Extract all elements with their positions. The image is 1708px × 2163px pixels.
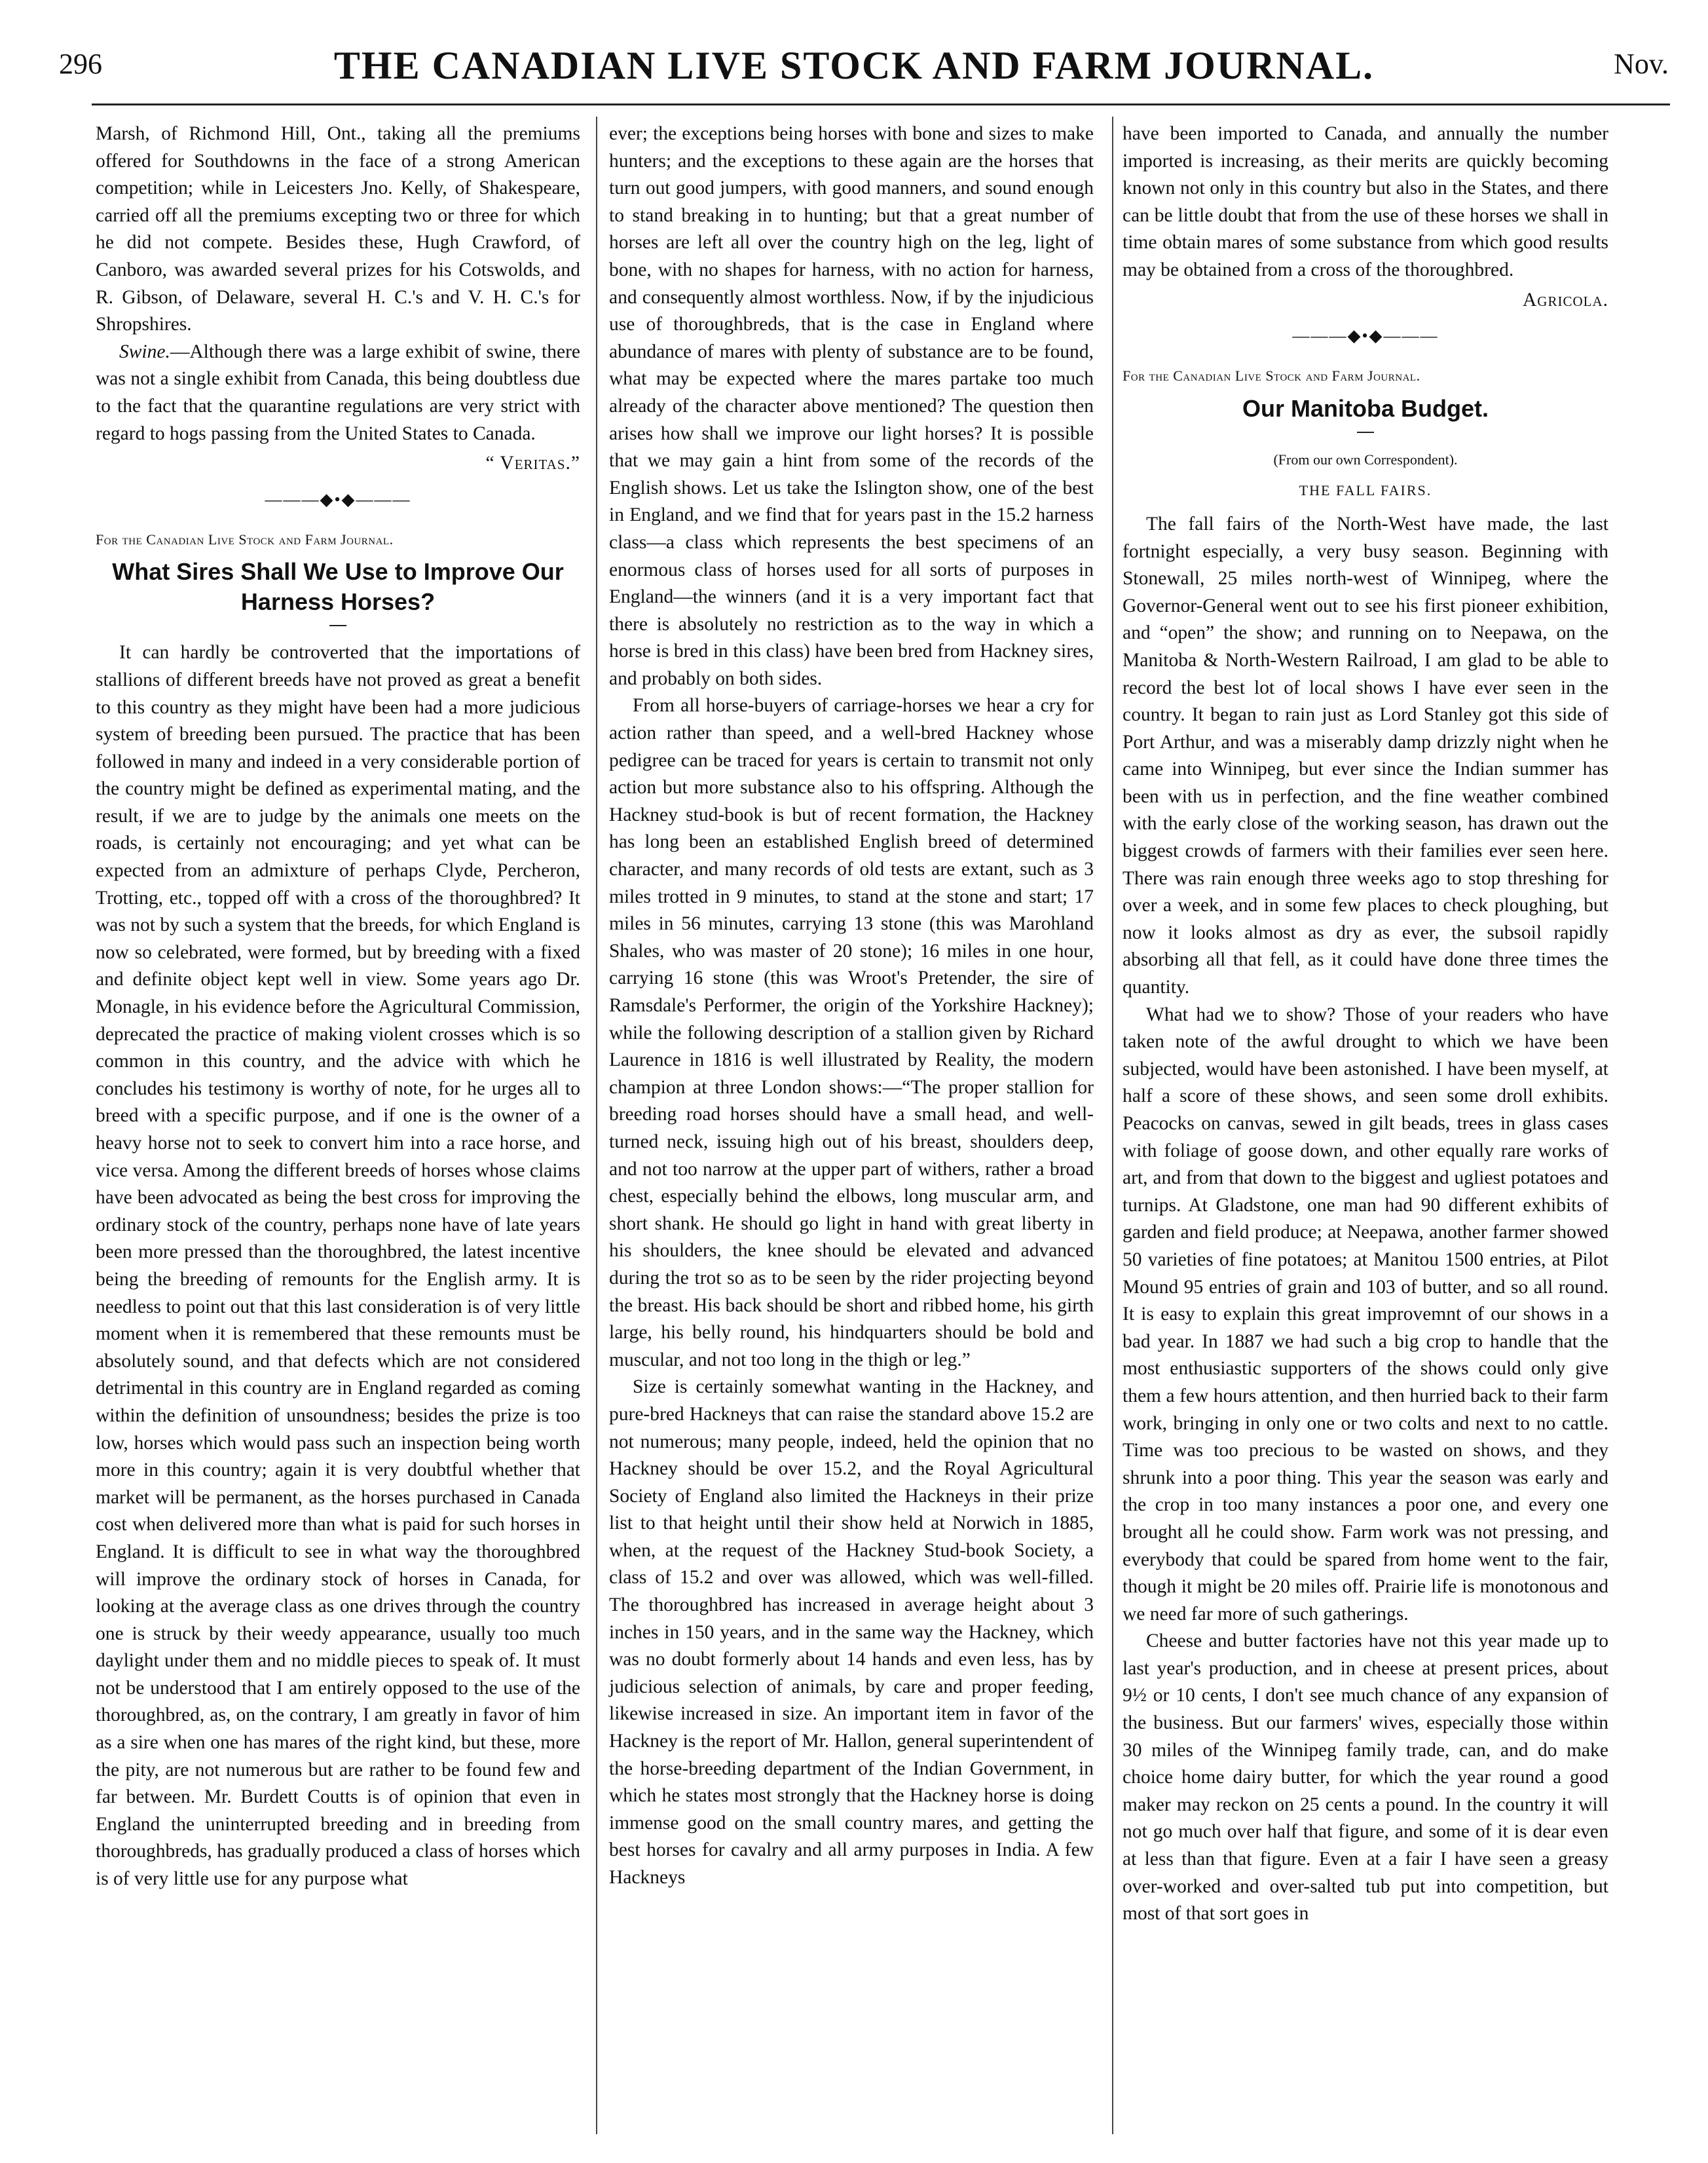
page-number: 296 [59,48,102,80]
col3-paragraph-3: What had we to show? Those of your readers who have taken note of the awful drought to which we have been subjected, would have been astonished. I have been myself, at half a score of these shows, and seen some droll exhibits. Peacocks on canvas, sewed in gilt beads, trees in glass cases with foliage of goose down, and other equally rare works of art, and from that down to the biggest and ugliest potatoes and turnips. At Gladstone, one man had 90 different exhibits of garden and field produce; at Neepawa, another farmer showed 50 varieties of fine potatoes; at Manitou 1500 entries, at Pilot Mound 95 entries of grain and 103 of butter, and so all round. It is easy to explain this great improvemnt of our shows in a bad year. In 1887 we had such a big crop to handle that the most enthusiastic supporters of the shows could only give them a few hours attention, and then hurried back to their farm work, bringing in only one or two colts and next to no cattle. Time was too precious to be wasted on shows, and they shrunk into a poor thing. This year the season was early and the crop in too many instances a poor one, and every one brought all he could show. Farm work was not pressing, and everybody that could be spared from home went to the fair, though it might be 20 miles off. Prairie life is monotonous and we need far more of such gatherings. [1123,1004,1608,1625]
col1-paragraph-2: —Although there was a large exhibit of swine, there was not a single exhibit from Canada, this being doubtless due to the fact that the quarantine regulations are very strict with regard to hogs passing from the United States to Canada. [96,341,580,444]
swine-label: Swine. [119,341,170,362]
col2-paragraph-2: From all horse-buyers of carriage-horses we hear a cry for action rather than speed, and a well-bred Hackney whose pedigree can be traced for years is certain to transmit not only action but more substance also to his offspring. Although the Hackney stud-book is but of recent formation, the Hackney has long been an established English breed of determined character, and many records of old tests are extant, such as 3 miles trotted in 9 minutes, to stand at the stone and start; 17 miles in 56 minutes, carrying 13 stone (this was Marohland Shales, who was master of 20 stone); 16 miles in one hour, carrying 16 stone (this was Wroot's Pretender, the sire of Ramsdale's Performer, the origin of the Yorkshire Hackney); while the following description of a stallion given by Richard Laurence in 1816 is well illustrated by Reality, the modern champion at three London shows:—“The proper stallion for breeding road horses should have a small head, and well-turned neck, issuing high out of his breast, shoulders deep, and not too narrow at the upper part of withers, rather a broad chest, especially behind the elbows, long muscular arm, and short shank. He should go light in hand with great liberty in his shoulders, the knee should be elevated and advanced during the trot so as to be seen by the rider projecting beyond the breast. His back should be short and ribbed home, his girth large, his belly round, his hindquarters should be bold and muscular, and not too long in the thigh or leg.” [609,695,1094,1370]
issue-month: Nov. [1614,48,1669,80]
signature-agricola: Agricola. [1522,289,1608,310]
journal-title: THE CANADIAN LIVE STOCK AND FARM JOURNAL. [333,44,1375,87]
header-rule [92,103,1670,105]
column-divider-2 [1112,117,1113,2134]
section-ornament-2: ———◆•◆——— [1292,326,1439,346]
col1-paragraph-3: It can hardly be controverted that the importations of stallions of different breeds have not proved as great a benefit to this country as they might have been had a more judicious system of breeding been pursued. The practice that has been followed in many and indeed in a very considerable portion of the country might be defined as experimental mating, and the result, if we are to judge by the animals one meets on the roads, is certainly not encouraging; and yet what can be expected from an admixture of perhaps Clyde, Percheron, Trotting, etc., topped off with a cross of the thoroughbred? It was not by such a system that the breeds, for which England is now so celebrated, were formed, but by breeding with a fixed and definite object kept well in view. Some years ago Dr. Monagle, in his evidence before the Agricultural Commission, deprecated the practice of making violent crosses which is so common in this country, and the advice with which he concludes his testimony is worthy of note, for he urges all to breed with a specific purpose, and if one is the owner of a heavy horse not to seek to convert him into a race horse, and vice versa. Among the different breeds of horses whose claims have been advocated as being the best cross for improving the ordinary stock of the country, perhaps none have of late years been more pressed than the thoroughbred, the latest incentive being the breeding of remounts for the English army. It is needless to point out that this last consideration is of very little moment when it is remembered that these remounts must be absolutely sound, and that defects which are not considered detrimental in this country are in England regarded as coming within the definition of unsoundness; besides the prize is too low, horses which would pass such an inspection being worth more in this country; again it is very doubtful whether that market will be permanent, as the horses purchased in Canada cost when delivered more than what is paid for such horses in England. It is difficult to see in what way the thoroughbred will improve the ordinary stock of horses in Canada, for looking at the average class as one drives through the country one is struck by their weedy appearance, usually too much daylight under them and no middle pieces to speak of. It must not be understood that I am entirely opposed to the use of the thoroughbred, as, on the contrary, I am greatly in favor of him as a sire when one has mares of the right kind, but these, more the pity, are not numerous but are rather to be found few and far between. Mr. Burdett Coutts is of opinion that even in England the uninterrupted breeding and in breeding from thoroughbreds, has gradually produced a class of horses which is of very little use for any purpose what [96,642,580,1890]
article-heading-manitoba: Our Manitoba Budget. [1242,394,1489,422]
for-journal-note-1: For the Canadian Live Stock and Farm Journal. [96,531,394,548]
subheading-fall-fairs: THE FALL FAIRS. [1299,482,1432,499]
article-heading-sires: What Sires Shall We Use to Improve Our Harness Horses? [112,558,564,616]
heading-rule-2 [1357,432,1374,433]
col3-paragraph-4: Cheese and butter factories have not this year made up to last year's production, and in cheese at present prices, about 9½ or 10 cents, I don't see much chance of any expansion of the business. But our farmers' wives, especially those within 30 miles of the Winnipeg family trade, can, and do make choice home dairy butter, for which the year round a good maker may reckon on 25 cents a pound. In the country it will not go much over half that figure, and some of it is dear even at less than that figure. Even at a fair I have seen a greasy over-worked and over-salted tub put into competition, but most of that sort goes in [1123,1630,1608,1925]
for-journal-note-2: For the Canadian Live Stock and Farm Journal. [1123,367,1420,385]
column-3 [1123,121,1608,1928]
col3-paragraph-1: have been imported to Canada, and annually the number imported is increasing, as their merits are quickly becoming known not only in this country but also in the States, and there can be little doubt that from the use of these horses we shall in time obtain mares of some substance from which good results may be obtained from a cross of the thoroughbred. [1123,123,1608,280]
col1-paragraph-1: Marsh, of Richmond Hill, Ont., taking all the premiums offered for Southdowns in the face of a strong American competition; while in Leicesters Jno. Kelly, of Shakespeare, carried off all the premiums excepting two or three for which he did not compete. Besides these, Hugh Crawford, of Canboro, was awarded several prizes for his Cotswolds, and R. Gibson, of Delaware, several H. C.'s and V. H. C.'s for Shropshires. [96,123,580,335]
column-2 [609,121,1094,1892]
signature-veritas: “ Veritas.” [485,453,580,474]
section-ornament-1: ———◆•◆——— [265,489,411,509]
column-1 [96,121,580,1893]
col2-paragraph-3: Size is certainly somewhat wanting in the Hackney, and pure-bred Hackneys that can raise the standard above 15.2 are not numerous; many people, indeed, held the opinion that no Hackney should be over 15.2, and the Royal Agricultural Society of England also limited the Hackneys in their prize list to that height until their show held at Norwich in 1885, when, at the request of the Hackney Stud-book Society, a class of 15.2 and over was allowed, which was well-filled. The thoroughbred has increased in average height about 3 inches in 150 years, and in the same way the Hackney, which was no doubt formerly about 14 hands and even less, has by judicious selection of animals, by care and proper feeding, likewise increased in size. An important item in favor of the Hackney is the report of Mr. Hallon, general superintendent of the horse-breeding department of the Indian Government, in which he states most strongly that the Hackney horse is doing immense good on the small country mares, and getting the best horses for cavalry and all army purposes in India. A few Hackneys [609,1376,1094,1888]
col1-swine-paragraph [96,339,580,447]
correspondent-note: (From our own Correspondent). [1273,451,1458,468]
heading-rule-1 [329,625,346,626]
column-divider-1 [596,117,597,2134]
col2-paragraph-1: ever; the exceptions being horses with bone and sizes to make hunters; and the exceptions to these again are the horses that turn out good jumpers, with good manners, and sound enough to stand breaking in to hunting; but that a great number of horses are left all over the country high on the leg, light of bone, with no shapes for harness, with no action for harness, and consequently almost worthless. Now, if by the injudicious use of thoroughbreds, that is the case in England where abundance of mares with plenty of substance are to be found, what may be expected where the mares partake too much already of the character above mentioned? The question then arises how shall we improve our light horses? It is possible that we may gain a hint from some of the records of the English shows. Let us take the Islington show, one of the best in England, and we find that for years past in the 15.2 harness class—a class which represents the best specimens of an enormous class of horses used for all sorts of purposes in England—the winners (and it is a very important fact that there is absolutely no restriction as to the way in which a horse is bred in this class) have been bred from Hackney sires, and probably on both sides. [609,123,1094,689]
col3-paragraph-2: The fall fairs of the North-West have made, the last fortnight especially, a very busy season. Beginning with Stonewall, 25 miles north-west of Winnipeg, where the Governor-General went out to see his first pioneer exhibition, and “open” the show; and running on to Neepawa, on the Manitoba & North-Western Railroad, I am glad to be able to record the best lot of local shows I have ever seen in the country. It began to rain just as Lord Stanley got this side of Port Arthur, and was a miserably damp drizzly night when he came into Winnipeg, but ever since the Indian summer has been with us in perfection, and the fine weather combined with the early close of the working season, has drawn out the biggest crowds of farmers with their families ever seen here. There was rain enough three weeks ago to stop threshing for over a week, and in some few places to check ploughing, but now it looks almost as dry as ever, the subsoil rapidly absorbing all that fell, as it could have done three times the quantity. [1123,513,1608,998]
